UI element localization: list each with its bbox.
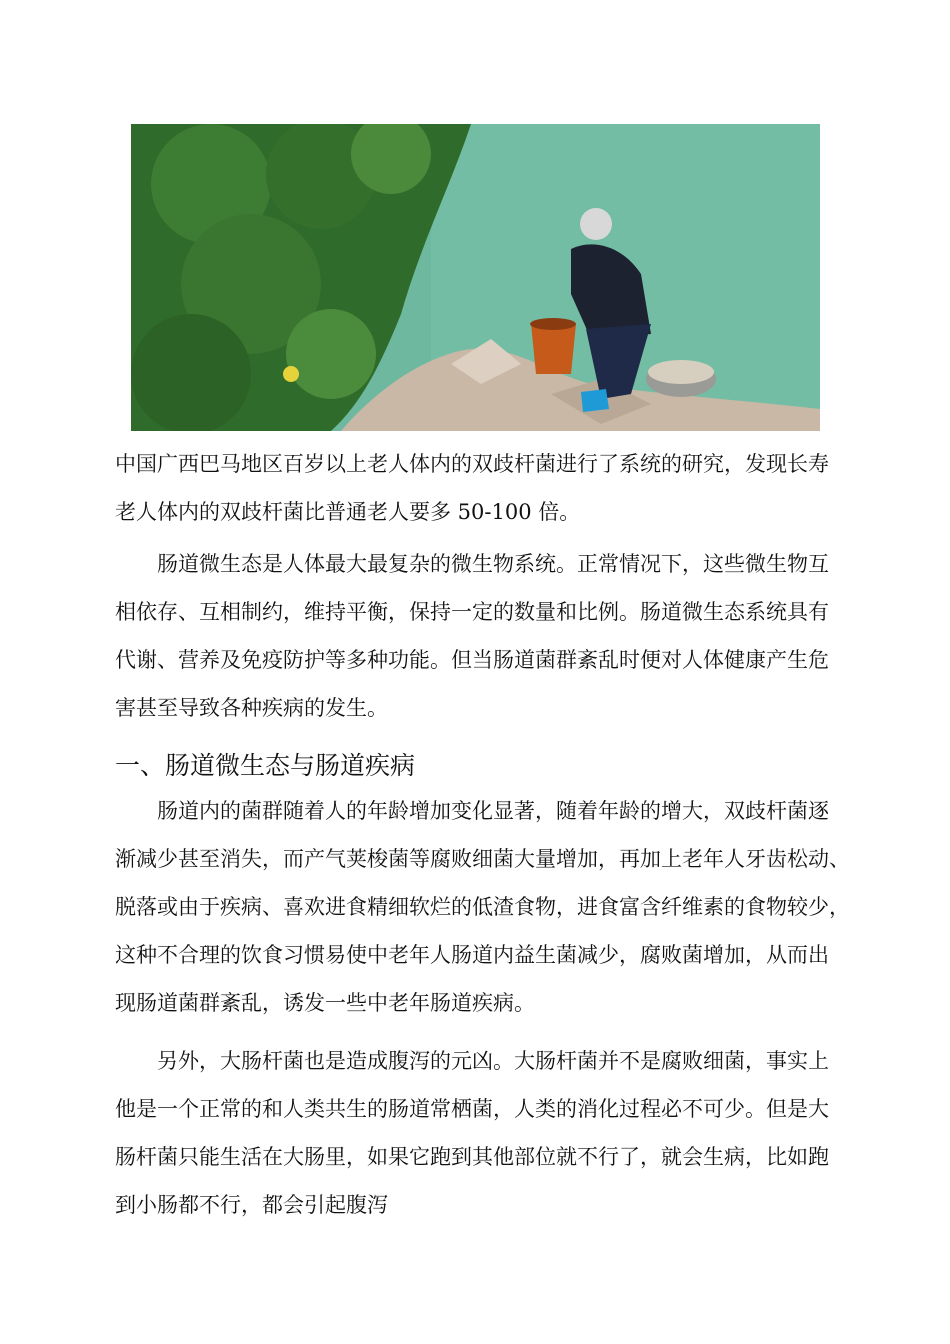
text-line: 现肠道菌群紊乱，诱发一些中老年肠道疾病。 xyxy=(115,991,535,1015)
text-line: 代谢、营养及免疫防护等多种功能。但当肠道菌群紊乱时便对人体健康产生危 xyxy=(115,648,829,672)
text-line: 老人体内的双歧杆菌比普通老人要多 50-100 倍。 xyxy=(115,500,581,524)
text-line: 肠道内的菌群随着人的年龄增加变化显著，随着年龄的增大，双歧杆菌逐 xyxy=(157,799,829,823)
paragraph-ecoli xyxy=(115,1037,845,1229)
text-line: 渐减少甚至消失，而产气荚梭菌等腐败细菌大量增加，再加上老年人牙齿松动、 xyxy=(115,847,850,871)
text-line: 害甚至导致各种疾病的发生。 xyxy=(115,696,388,720)
section-heading: 一、肠道微生态与肠道疾病 xyxy=(115,751,416,780)
text-line: 到小肠都不行，都会引起腹泻 xyxy=(115,1193,388,1217)
paragraph-microecology xyxy=(115,540,845,732)
text-line: 脱落或由于疾病、喜欢进食精细软烂的低渣食物，进食富含纤维素的食物较少， xyxy=(115,895,850,919)
text-line: 中国广西巴马地区百岁以上老人体内的双歧杆菌进行了系统的研究，发现长寿 xyxy=(115,452,829,476)
river-photo xyxy=(131,124,820,431)
text-line: 他是一个正常的和人类共生的肠道常栖菌，人类的消化过程必不可少。但是大 xyxy=(115,1097,829,1121)
intro-paragraph xyxy=(115,440,845,536)
text-line: 相依存、互相制约，维持平衡，保持一定的数量和比例。肠道微生态系统具有 xyxy=(115,600,829,624)
text-line: 这种不合理的饮食习惯易使中老年人肠道内益生菌减少，腐败菌增加，从而出 xyxy=(115,943,829,967)
text-line: 肠道微生态是人体最大最复杂的微生物系统。正常情况下，这些微生物互 xyxy=(157,552,829,576)
text-line: 肠杆菌只能生活在大肠里，如果它跑到其他部位就不行了，就会生病，比如跑 xyxy=(115,1145,829,1169)
river-photo-illustration xyxy=(131,124,820,431)
paragraph-flora-aging xyxy=(115,787,850,1027)
text-line: 另外，大肠杆菌也是造成腹泻的元凶。大肠杆菌并不是腐败细菌，事实上 xyxy=(157,1049,829,1073)
